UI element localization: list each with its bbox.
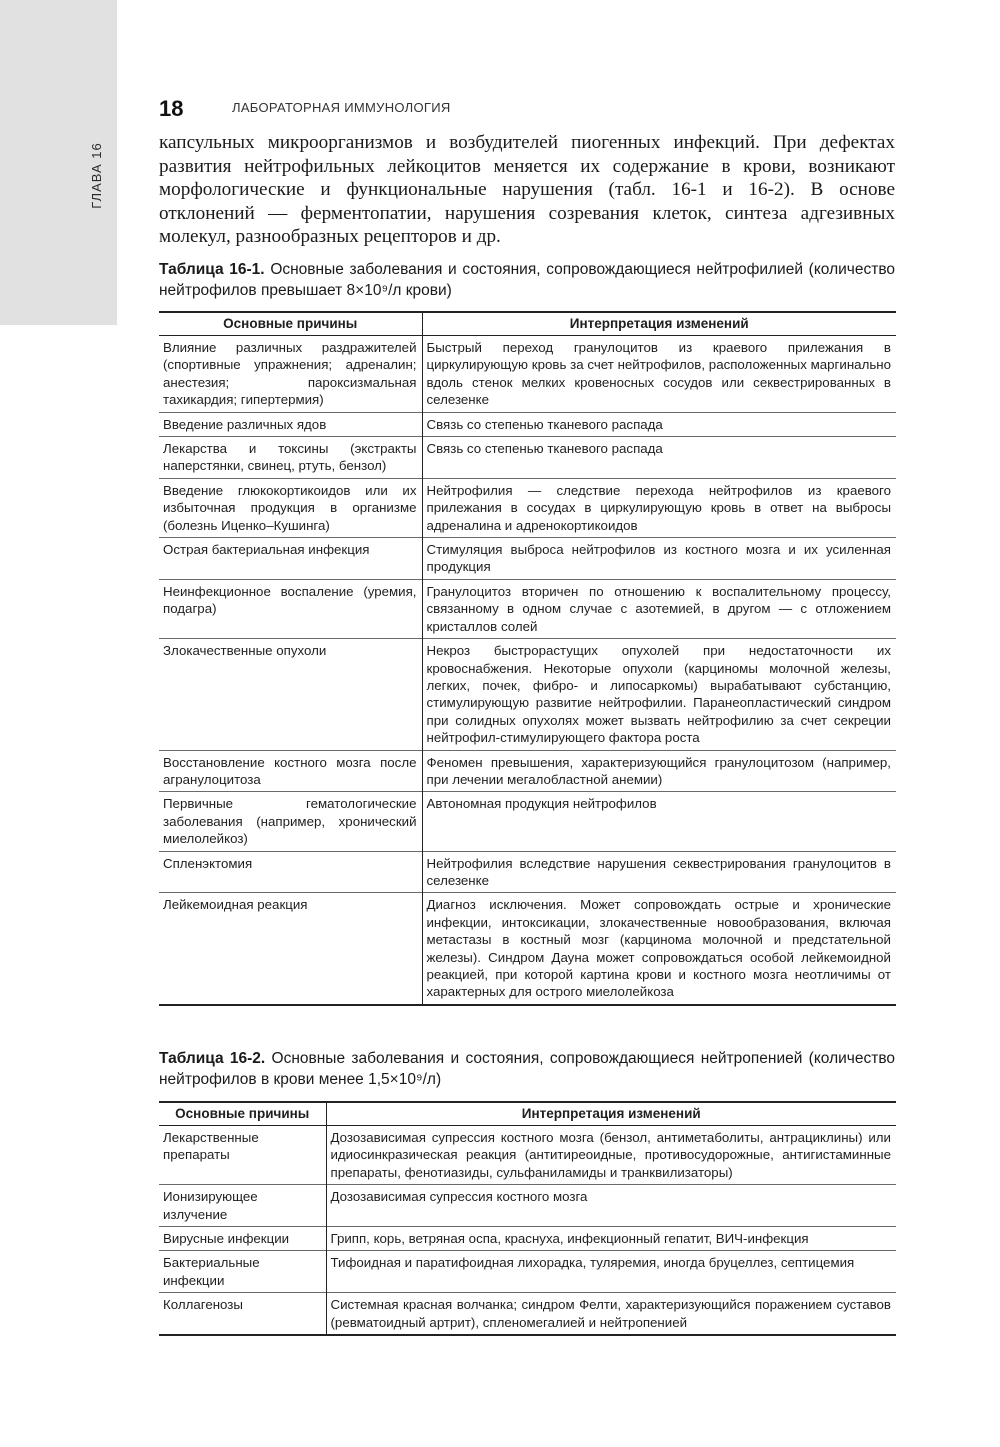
table1-cause-cell: Спленэктомия bbox=[159, 851, 422, 893]
table1-interpretation-cell: Некроз быстрорастущих опухолей при недостаточности их кровоснабжения. Некоторые опухоли (карциномы молочной железы, легких, почек, фибро- и липосаркомы) вырабатывают субстанцию, стимулирующую развитие нейтрофилии. Паранеопластический синдром при солидных опухолях может вызвать нейтрофилию за счет секреции нейтрофил-стимулирующего фактора роста bbox=[422, 639, 896, 750]
table1-header-causes: Основные причины bbox=[159, 312, 422, 336]
table1-interpretation-cell: Автономная продукция нейтрофилов bbox=[422, 792, 896, 851]
table1-header-row bbox=[159, 312, 896, 336]
table2 bbox=[159, 1101, 896, 1336]
table1-interpretation-cell: Нейтрофилия вследствие нарушения секвестрирования гранулоцитов в селезенке bbox=[422, 851, 896, 893]
table1-interpretation-cell: Связь со степенью тканевого распада bbox=[422, 412, 896, 436]
table-row bbox=[159, 538, 896, 580]
table2-cause-cell: Бактериальные инфекции bbox=[159, 1251, 326, 1293]
table1 bbox=[159, 311, 896, 1006]
table2-header-interpretation: Интерпретация изменений bbox=[326, 1102, 896, 1126]
table-row bbox=[159, 336, 896, 413]
table2-interpretation-cell: Дозозависимая супрессия костного мозга (бензол, антиметаболиты, антрациклины) или идиосинкразическая реакция (антитиреоидные, противосудорожные, антигистаминные препараты, фенотиазиды, сульфаниламиды и транквилизаторы) bbox=[326, 1126, 896, 1185]
table-row bbox=[159, 1227, 896, 1251]
table2-cause-cell: Ионизирующее излучение bbox=[159, 1185, 326, 1227]
table-row bbox=[159, 792, 896, 851]
table2-label: Таблица 16-2. bbox=[159, 1050, 266, 1067]
table1-interpretation-cell: Феномен превышения, характеризующийся гранулоцитозом (например, при лечении мегалобластной анемии) bbox=[422, 750, 896, 792]
table1-interpretation-cell: Гранулоцитоз вторичен по отношению к воспалительному процессу, связанному в одном случае с азотемией, в другом — с отложением кристаллов солей bbox=[422, 579, 896, 638]
table1-cause-cell: Первичные гематологические заболевания (например, хронический миелолейкоз) bbox=[159, 792, 422, 851]
table-row bbox=[159, 437, 896, 479]
table2-caption bbox=[159, 1048, 895, 1090]
running-head: ЛАБОРАТОРНАЯ ИММУНОЛОГИЯ bbox=[232, 100, 451, 115]
table1-cause-cell: Лекарства и токсины (экстракты наперстянки, свинец, ртуть, бензол) bbox=[159, 437, 422, 479]
table2-header-row bbox=[159, 1102, 896, 1126]
table1-cause-cell: Введение глюкокортикоидов или их избыточная продукция в организме (болезнь Иценко–Кушинга) bbox=[159, 478, 422, 537]
table-row bbox=[159, 1251, 896, 1293]
table2-interpretation-cell: Системная красная волчанка; синдром Фелти, характеризующийся поражением суставов (ревматоидный артрит), спленомегалией и нейтропенией bbox=[326, 1293, 896, 1335]
table1-label: Таблица 16-1. bbox=[159, 261, 265, 278]
table1-cause-cell: Злокачественные опухоли bbox=[159, 639, 422, 750]
table2-interpretation-cell: Грипп, корь, ветряная оспа, краснуха, инфекционный гепатит, ВИЧ-инфекция bbox=[326, 1227, 896, 1251]
table-row bbox=[159, 750, 896, 792]
table1-interpretation-cell: Быстрый переход гранулоцитов из краевого прилежания в циркулирующую кровь за счет нейтрофилов, расположенных маргинально вдоль стенок мелких кровеносных сосудов или секвестрированных в селезенке bbox=[422, 336, 896, 413]
page-number: 18 bbox=[159, 96, 184, 121]
table1-caption bbox=[159, 259, 895, 301]
table2-header-causes: Основные причины bbox=[159, 1102, 326, 1126]
table-row bbox=[159, 639, 896, 750]
chapter-tab-label: ГЛАВА 16 bbox=[88, 141, 104, 209]
table-row bbox=[159, 478, 896, 537]
table1-cause-cell: Острая бактериальная инфекция bbox=[159, 538, 422, 580]
table1-interpretation-cell: Стимуляция выброса нейтрофилов из костного мозга и их усиленная продукция bbox=[422, 538, 896, 580]
table-row bbox=[159, 412, 896, 436]
table1-caption-text: Основные заболевания и состояния, сопровождающиеся нейтрофилией (количество нейтрофилов превышает 8×10⁹/л крови) bbox=[159, 261, 895, 299]
table1-cause-cell: Лейкемоидная реакция bbox=[159, 893, 422, 1005]
table-row bbox=[159, 1126, 896, 1185]
chapter-tab bbox=[84, 140, 108, 210]
table1-cause-cell: Введение различных ядов bbox=[159, 412, 422, 436]
table1-interpretation-cell: Нейтрофилия — следствие перехода нейтрофилов из краевого прилежания в сосудах в циркулирующую кровь в ответ на выбросы адреналина и адренокортикоидов bbox=[422, 478, 896, 537]
table1-header-interpretation: Интерпретация изменений bbox=[422, 312, 896, 336]
table2-cause-cell: Коллагенозы bbox=[159, 1293, 326, 1335]
table2-cause-cell: Вирусные инфекции bbox=[159, 1227, 326, 1251]
table-row bbox=[159, 893, 896, 1005]
table1-cause-cell: Влияние различных раздражителей (спортивные упражнения; адреналин; анестезия; пароксизмальная тахикардия; гипертермия) bbox=[163, 340, 417, 408]
table-row bbox=[159, 579, 896, 638]
table-row bbox=[159, 1185, 896, 1227]
table1-interpretation-cell: Связь со степенью тканевого распада bbox=[422, 437, 896, 479]
table-row bbox=[159, 851, 896, 893]
intro-paragraph: капсульных микроорганизмов и возбудителей пиогенных инфекций. При дефектах развития нейтрофильных лейкоцитов меняется их содержание в крови, возникают морфологические и функциональные нарушения (табл. 16-1 и 16-2). В основе отклонений — ферментопатии, нарушения созревания клеток, синтеза адгезивных молекул, разнообразных рецепторов и др. bbox=[159, 132, 895, 248]
table-row bbox=[159, 1293, 896, 1335]
table2-cause-cell: Лекарственные препараты bbox=[163, 1130, 259, 1163]
table1-interpretation-cell: Диагноз исключения. Может сопровождать острые и хронические инфекции, интоксикации, злокачественные новообразования, включая метастазы в костный мозг (карцинома молочной и предстательной железы). Синдром Дауна может сопровождаться особой лейкемоидной реакцией, при которой картина крови и костного мозга неотличимы от характерных для острого миелолейкоза bbox=[422, 893, 896, 1005]
table1-cause-cell: Восстановление костного мозга после агранулоцитоза bbox=[159, 750, 422, 792]
table2-interpretation-cell: Дозозависимая супрессия костного мозга bbox=[326, 1185, 896, 1227]
table2-caption-text: Основные заболевания и состояния, сопровождающиеся нейтропенией (количество нейтрофилов в крови менее 1,5×10⁹/л) bbox=[159, 1050, 895, 1088]
table2-interpretation-cell: Тифоидная и паратифоидная лихорадка, туляремия, иногда бруцеллез, септицемия bbox=[326, 1251, 896, 1293]
table1-cause-cell: Неинфекционное воспаление (уремия, подагра) bbox=[159, 579, 422, 638]
